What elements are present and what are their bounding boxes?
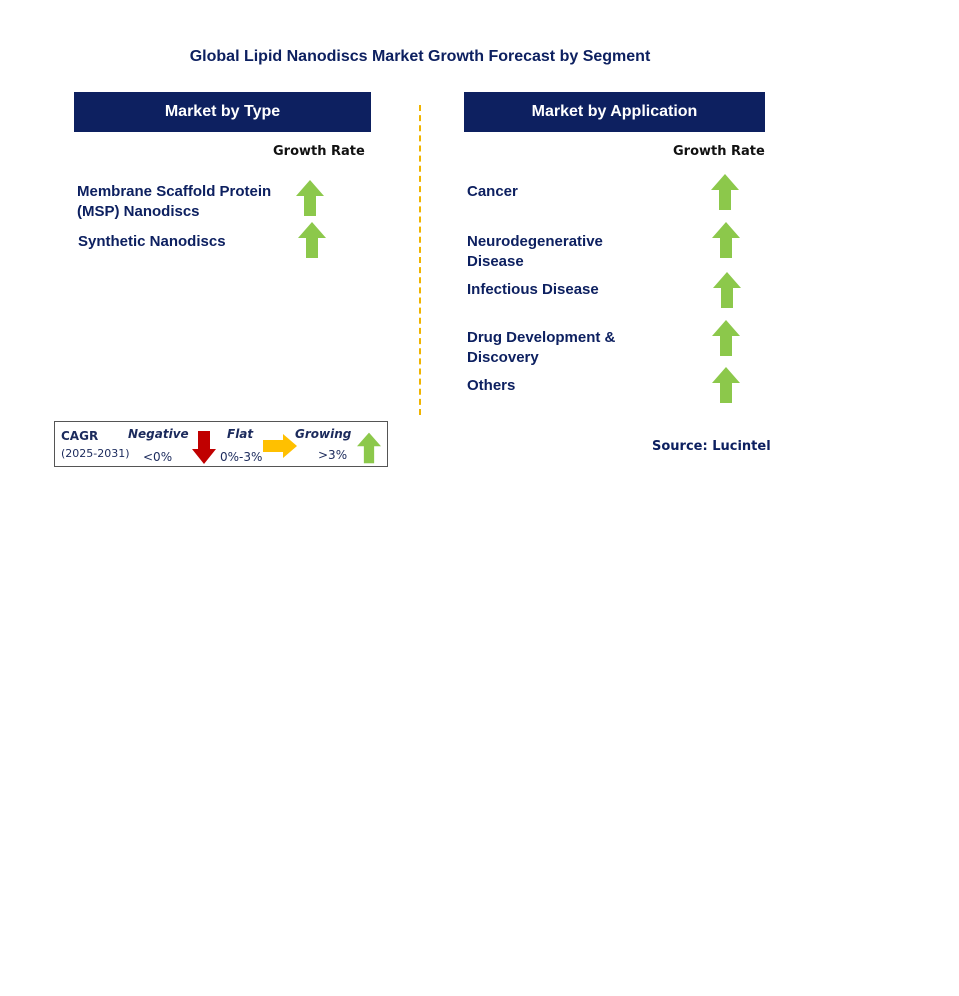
growing-arrow-icon [298,222,326,258]
type-item-msp: Membrane Scaffold Protein (MSP) Nanodiscs [77,183,272,220]
application-item-neurodegenerative: Neurodegenerative Disease [467,233,603,270]
application-item-drug-development: Drug Development & Discovery [467,329,616,366]
application-item-infectious: Infectious Disease [467,281,599,298]
type-growth-rate-label: Growth Rate [273,144,365,159]
growing-arrow-icon [712,222,740,258]
legend-flat-label: Flat [227,427,254,441]
panel-divider [419,105,421,415]
growing-arrow-icon [711,174,739,210]
type-panel-header: Market by Type [74,92,371,132]
legend-growing-range: >3% [318,448,348,462]
growing-arrow-icon [712,367,740,403]
growing-arrow-icon [357,432,381,464]
application-item-others: Others [467,377,516,394]
legend-negative-range: <0% [143,450,173,464]
negative-arrow-icon [192,431,216,464]
growing-arrow-icon [712,320,740,356]
application-panel-header: Market by Application [464,92,765,132]
growing-arrow-icon [296,180,324,216]
legend-flat-range: 0%-3% [220,450,263,464]
chart-title: Global Lipid Nanodiscs Market Growth Forecast by Segment [189,48,651,65]
cagr-legend [54,421,388,467]
source-label: Source: Lucintel [652,439,771,454]
application-item-cancer: Cancer [467,183,518,200]
legend-growing-label: Growing [295,427,352,441]
legend-period: (2025-2031) [61,447,130,460]
flat-arrow-icon [263,434,297,458]
legend-negative-label: Negative [128,427,189,441]
application-growth-rate-label: Growth Rate [673,144,765,159]
growing-arrow-icon [713,272,741,308]
legend-cagr-label: CAGR [61,429,99,443]
type-item-synthetic: Synthetic Nanodiscs [78,233,226,250]
